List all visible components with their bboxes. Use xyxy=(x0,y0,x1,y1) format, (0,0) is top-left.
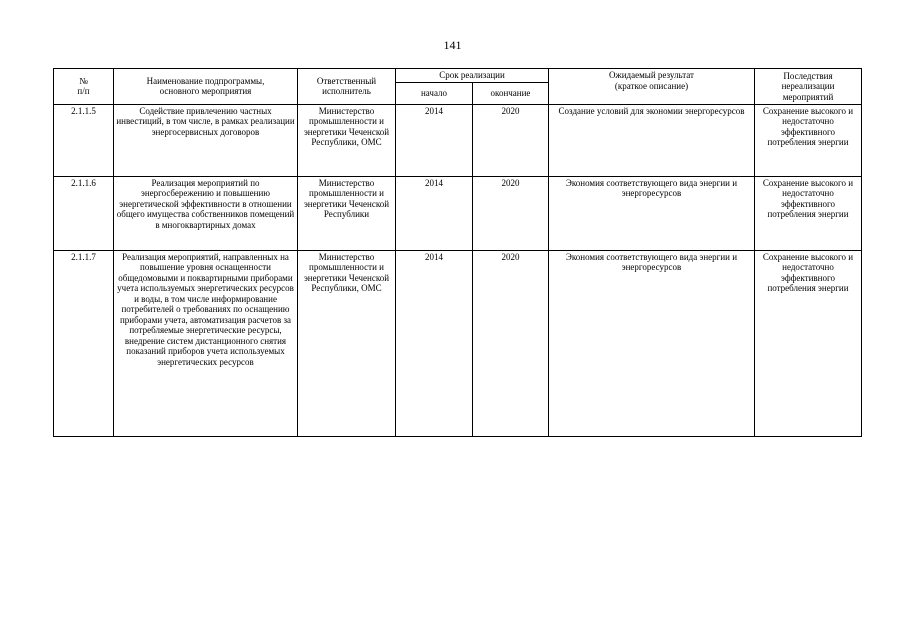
row-result: Экономия соответствующего вида энергии и энергоресурсов xyxy=(549,176,755,250)
header-consequences: Последствия нереализации мероприятий xyxy=(755,69,862,105)
row-result: Создание условий для экономии энергоресурсов xyxy=(549,104,755,176)
table-row xyxy=(54,104,862,176)
row-num: 2.1.1.7 xyxy=(54,250,114,436)
table-row xyxy=(54,250,862,436)
row-num: 2.1.1.5 xyxy=(54,104,114,176)
row-start: 2014 xyxy=(396,176,473,250)
header-executor: Ответственный исполнитель xyxy=(298,69,396,105)
row-name: Реализация мероприятий по энергосбережению и повышению энергетической эффективности в отношении общего имущества собственников помещений в многоквартирных домах xyxy=(114,176,298,250)
row-name: Реализация мероприятий, направленных на повышение уровня оснащенности общедомовыми и поквартирными приборами учета используемых энергетических ресурсов и воды, в том числе информирование потребителей о требованиях по оснащению приборами учета, автоматизация расчетов за потребляемые энергетические ресурсы, внедрение систем дистанционного снятия показаний приборов учета используемых энергетических ресурсов xyxy=(114,250,298,436)
row-executor: Министерство промышленности и энергетики Чеченской Республики xyxy=(298,176,396,250)
header-term: Срок реализации xyxy=(396,69,549,83)
row-name: Содействие привлечению частных инвестиций, в том числе, в рамках реализации энергосервисных договоров xyxy=(114,104,298,176)
row-num: 2.1.1.6 xyxy=(54,176,114,250)
page-number: 141 xyxy=(443,38,462,52)
header-end: окончание xyxy=(473,82,549,104)
row-executor: Министерство промышленности и энергетики Чеченской Республики, ОМС xyxy=(298,104,396,176)
row-end: 2020 xyxy=(473,176,549,250)
header-num: № п/п xyxy=(54,69,114,105)
row-result: Экономия соответствующего вида энергии и энергоресурсов xyxy=(549,250,755,436)
row-executor: Министерство промышленности и энергетики Чеченской Республики, ОМС xyxy=(298,250,396,436)
row-consequences: Сохранение высокого и недостаточно эффективного потребления энергии xyxy=(755,250,862,436)
header-name: Наименование подпрограммы, основного мероприятия xyxy=(114,69,298,105)
header-start: начало xyxy=(396,82,473,104)
row-start: 2014 xyxy=(396,104,473,176)
table-row xyxy=(54,176,862,250)
row-end: 2020 xyxy=(473,104,549,176)
row-consequences: Сохранение высокого и недостаточно эффективного потребления энергии xyxy=(755,176,862,250)
row-start: 2014 xyxy=(396,250,473,436)
row-end: 2020 xyxy=(473,250,549,436)
program-table xyxy=(53,68,862,437)
header-result: Ожидаемый результат (краткое описание) xyxy=(549,69,755,105)
row-consequences: Сохранение высокого и недостаточно эффективного потребления энергии xyxy=(755,104,862,176)
